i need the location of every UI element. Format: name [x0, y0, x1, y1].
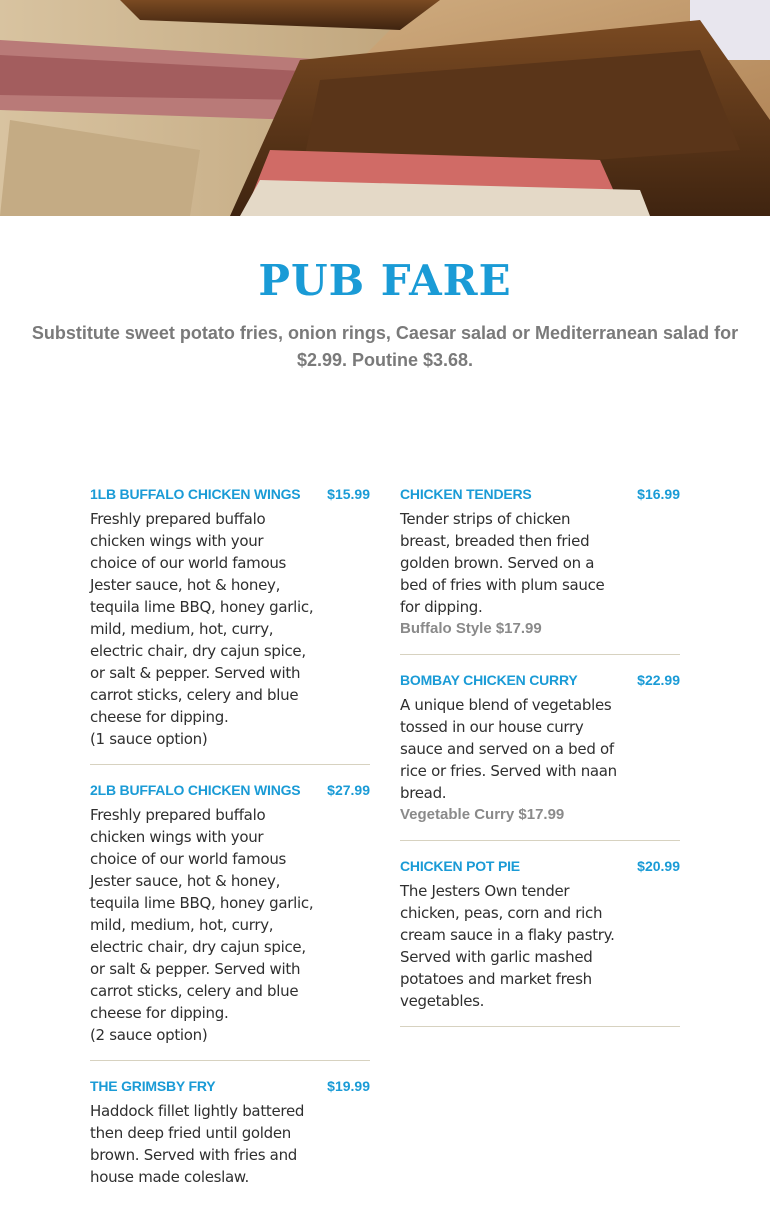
- menu-item-price: $20.99: [637, 858, 680, 874]
- menu-item-variant: Buffalo Style $17.99: [400, 620, 542, 637]
- menu-item-description: Haddock fillet lightly battered then deep fried until golden brown. Served with fries and house made coleslaw.: [90, 1102, 305, 1186]
- menu-item-description: The Jesters Own tender chicken, peas, corn and rich cream sauce in a flaky pastry. Served with garlic mashed potatoes and market fresh vegetables.: [400, 882, 615, 1010]
- hero-image: [0, 0, 770, 216]
- menu-item-price: $19.99: [327, 1078, 370, 1094]
- menu-column-left: [90, 486, 370, 1219]
- menu-item: [400, 858, 680, 1027]
- menu-item-name: 2LB BUFFALO CHICKEN WINGS: [90, 782, 301, 798]
- menu-item-description: Tender strips of chicken breast, breaded then fried golden brown. Served on a bed of fries with plum sauce for dipping.: [400, 510, 605, 616]
- menu-item-description: Freshly prepared buffalo chicken wings with your choice of our world famous Jester sauce, hot & honey, tequila lime BBQ, honey garlic, mild, medium, hot, curry, electric chair, dry cajun spice, or salt & pepper. Served with carrot sticks, celery and blue cheese for dipping. (2 sauce option): [90, 806, 314, 1044]
- menu-item-price: $16.99: [637, 486, 680, 502]
- menu-item-price: $15.99: [327, 486, 370, 502]
- menu-item-name: CHICKEN POT PIE: [400, 858, 520, 874]
- menu-item-variant: Vegetable Curry $17.99: [400, 806, 565, 823]
- menu-item-name: THE GRIMSBY FRY: [90, 1078, 216, 1094]
- menu-item: [400, 672, 680, 841]
- menu-item-description: Freshly prepared buffalo chicken wings with your choice of our world famous Jester sauce, hot & honey, tequila lime BBQ, honey garlic, mild, medium, hot, curry, electric chair, dry cajun spice, or salt & pepper. Served with carrot sticks, celery and blue cheese for dipping. (1 sauce option): [90, 510, 314, 748]
- menu-item: [400, 486, 680, 655]
- page-title: PUB FARE: [258, 256, 512, 305]
- menu-item-name: 1LB BUFFALO CHICKEN WINGS: [90, 486, 301, 502]
- menu-item: [90, 486, 370, 765]
- page-subtitle: Substitute sweet potato fries, onion rings, Caesar salad or Mediterranean salad for $2.99. Poutine $3.68.: [31, 323, 739, 370]
- sandwich-photo: [0, 0, 770, 216]
- menu-item: [90, 1078, 370, 1202]
- menu-item-price: $27.99: [327, 782, 370, 798]
- menu-item-name: CHICKEN TENDERS: [400, 486, 532, 502]
- menu-item: [90, 782, 370, 1061]
- menu-column-right: [400, 486, 680, 1044]
- menu-item-name: BOMBAY CHICKEN CURRY: [400, 672, 578, 688]
- menu-item-description: A unique blend of vegetables tossed in our house curry sauce and served on a bed of rice or fries. Served with naan bread.: [400, 696, 617, 802]
- menu-item-price: $22.99: [637, 672, 680, 688]
